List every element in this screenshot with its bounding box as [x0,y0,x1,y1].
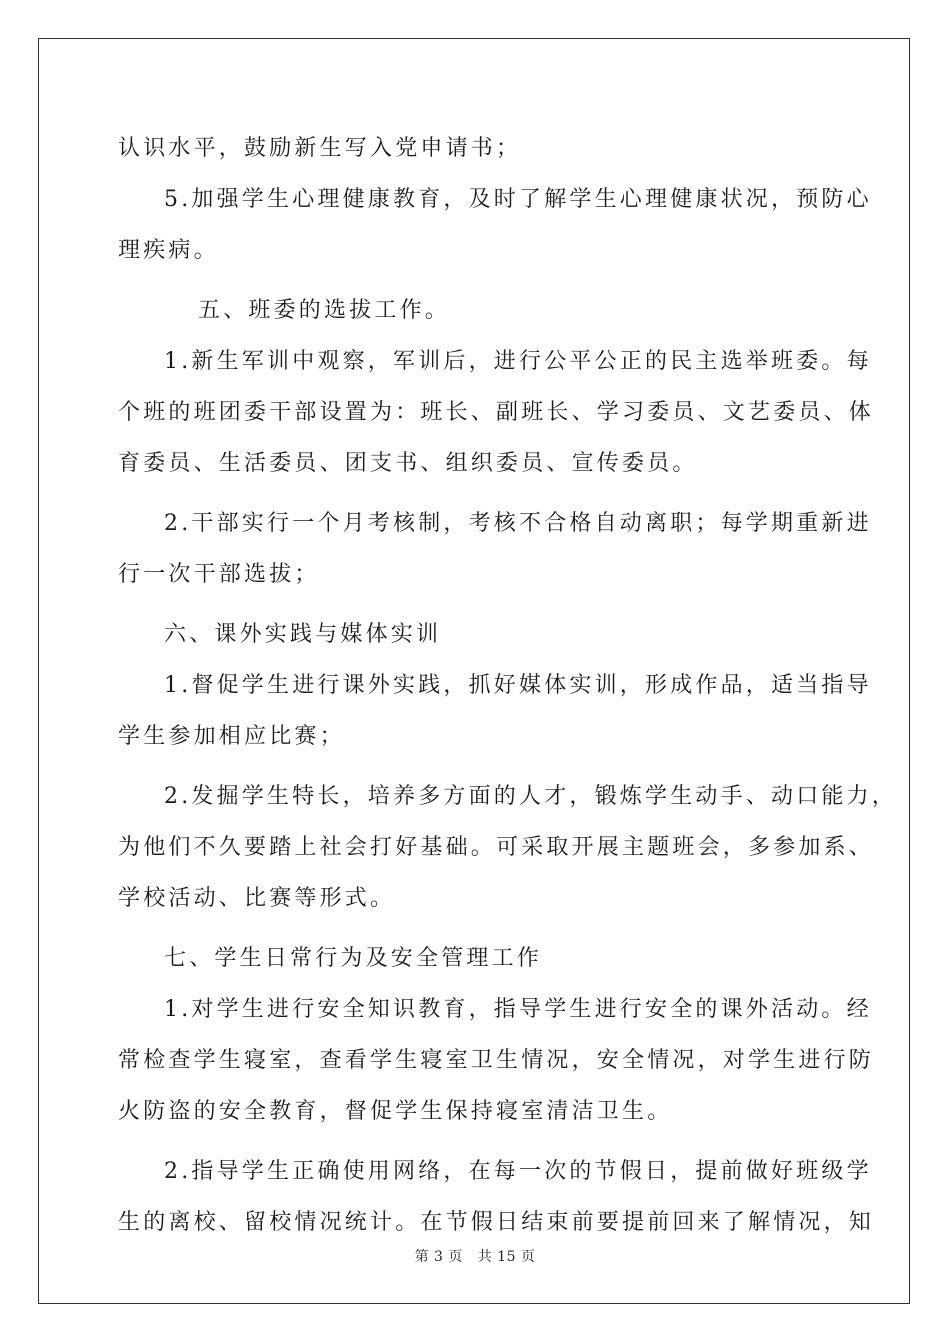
text-line: 认识水平，鼓励新生写入党申请书； [118,136,522,161]
text-line: 1.督促学生进行课外实践，抓好媒体实训，形成作品，适当指导 [164,673,872,698]
text-line: 行一次干部选拔； [118,562,320,587]
text-line: 为他们不久要踏上社会打好基础。可采取开展主题班会，多参加系、 [118,835,875,860]
text-line: 学生参加相应比赛； [118,724,345,749]
section-heading: 六、课外实践与媒体实训 [164,622,442,647]
document-body [118,128,897,1253]
text-line: 育委员、生活委员、团支书、组织委员、宣传委员。 [118,451,698,476]
page-number-label: 第 3 页 共 15 页 [414,1249,536,1265]
text-line: 1.对学生进行安全知识教育，指导学生进行安全的课外活动。经 [164,997,872,1022]
text-line: 生的离校、留校情况统计。在节假日结束前要提前回来了解情况，知 [118,1210,875,1235]
text-line: 2.指导学生正确使用网络，在每一次的节假日，提前做好班级学 [164,1159,872,1184]
text-line: 理疾病。 [118,238,219,263]
page-footer [0,1246,950,1266]
text-line: 火防盗的安全教育，督促学生保持寝室清洁卫生。 [118,1099,673,1124]
section-heading: 五、班委的选拔工作。 [198,298,451,323]
text-line: 2.发掘学生特长，培养多方面的人才，锻炼学生动手、动口能力， [164,784,897,809]
text-line: 2.干部实行一个月考核制，考核不合格自动离职；每学期重新进 [164,511,872,536]
text-line: 常检查学生寝室，查看学生寝室卫生情况，安全情况，对学生进行防 [118,1048,875,1073]
text-line: 1.新生军训中观察，军训后，进行公平公正的民主选举班委。每 [164,349,872,374]
text-line: 个班的班团委干部设置为：班长、副班长、学习委员、文艺委员、体 [118,400,875,425]
text-line: 学校活动、比赛等形式。 [118,886,396,911]
text-line: 5.加强学生心理健康教育，及时了解学生心理健康状况，预防心 [164,187,872,212]
section-heading: 七、学生日常行为及安全管理工作 [164,946,543,971]
